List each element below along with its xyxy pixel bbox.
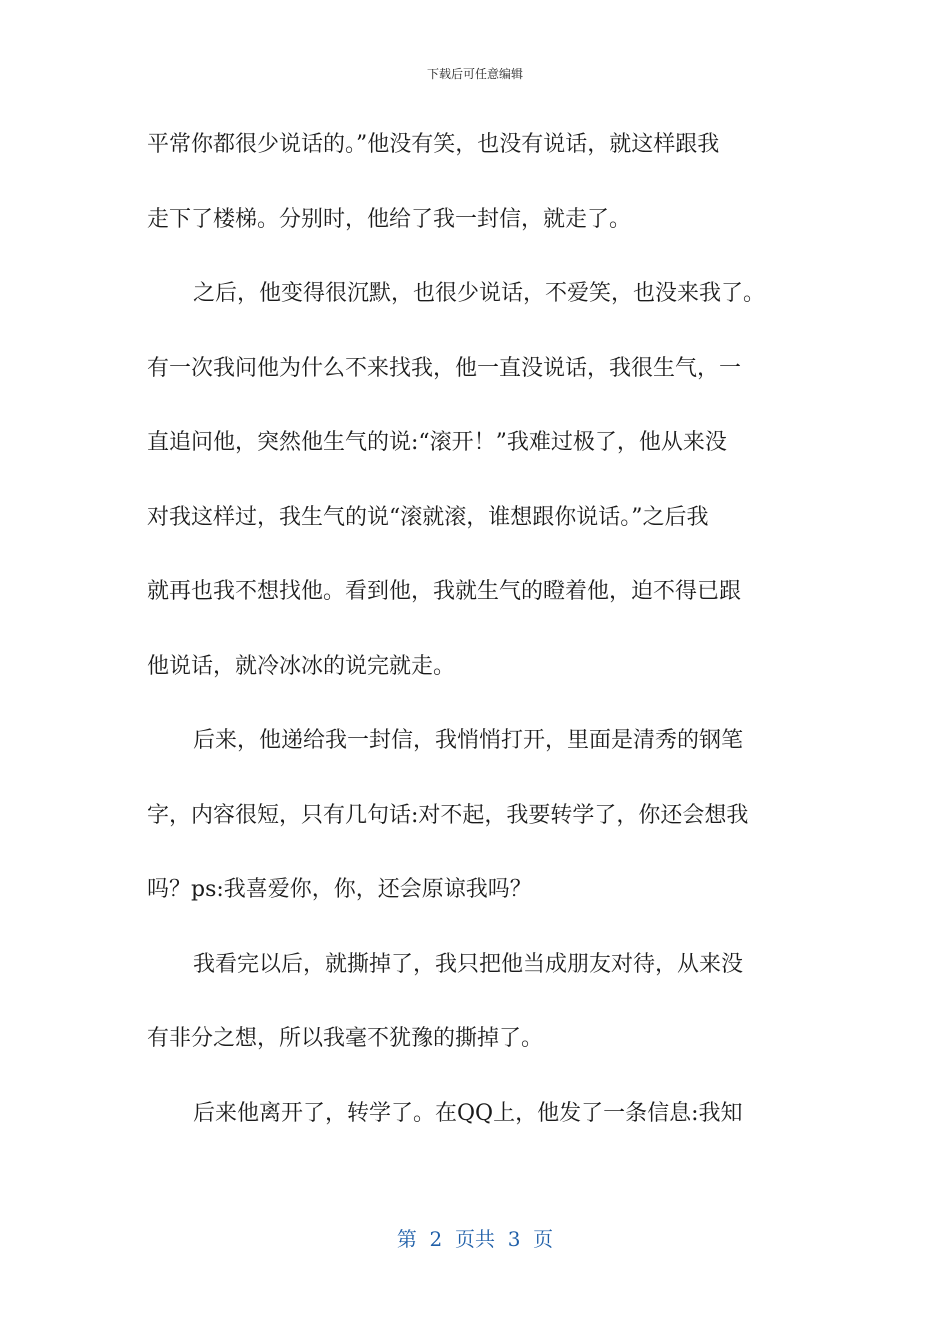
text-line-8: 他说话，就冷冰冰的说完就走。	[147, 653, 456, 679]
text-line-12: 我看完以后，就撕掉了，我只把他当成朋友对待，从来没	[193, 951, 744, 977]
text-line-9: 后来，他递给我一封信，我悄悄打开，里面是清秀的钢笔	[193, 728, 744, 753]
text-line-13: 有非分之想，所以我毫不犹豫的撕掉了。	[147, 1026, 544, 1051]
text-line-4: 有一次我问他为什么不来找我，他一直没说话，我很生气，一	[147, 355, 742, 381]
text-line-5: 直追问他，突然他生气的说:“滚开！”我难过极了，他从来没	[147, 430, 727, 455]
text-line-10: 字，内容很短，只有几句话:对不起，我要转学了，你还会想我	[147, 802, 749, 828]
document-body	[147, 122, 807, 1165]
text-line-3: 之后，他变得很沉默，也很少说话，不爱笑，也没来我了。	[193, 281, 766, 306]
text-line-14: 后来他离开了，转学了。在QQ上，他发了一条信息:我知	[193, 1100, 743, 1126]
page-number-footer: 第 2 页共 3 页	[396, 1227, 554, 1251]
text-line-1: 平常你都很少说话的。”他没有笑，也没有说话，就这样跟我	[147, 132, 720, 157]
page-header: 下载后可任意编辑	[426, 67, 523, 81]
text-line-7: 就再也我不想找他。看到他，我就生气的瞪着他，迫不得已跟	[147, 579, 742, 604]
text-line-6: 对我这样过，我生气的说“滚就滚，谁想跟你说话。”之后我	[147, 504, 709, 530]
text-line-11: 吗？ps:我喜爱你，你，还会原谅我吗？	[147, 877, 532, 902]
text-line-2: 走下了楼梯。分别时，他给了我一封信，就走了。	[147, 206, 632, 232]
